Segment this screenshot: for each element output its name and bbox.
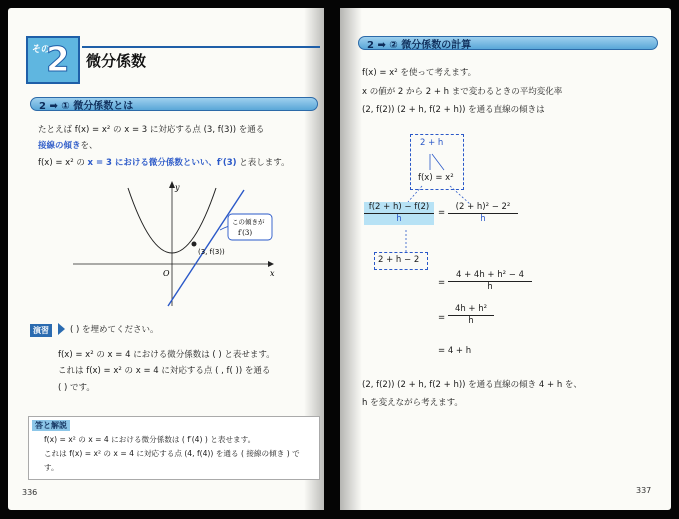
exercise-line-2: これは f(x) = x² の x = 4 に対応する点 ( , f( )) を通る: [58, 366, 271, 376]
x-axis-label: x: [270, 269, 275, 278]
point-label: (3, f(3)): [198, 248, 225, 256]
intro-line-1: f(x) = x² を使って考えます。: [362, 68, 477, 78]
paragraph-suffix: を、: [80, 141, 98, 151]
section-label: 2 ➡ ② 微分係数の計算: [367, 40, 472, 51]
equals-sign: =: [438, 313, 446, 323]
exercise-line-3: ( ) です。: [58, 383, 95, 393]
paragraph-line-1: たとえば f(x) = x² の x = 3 に対応する点 (3, f(3)) を通る: [38, 125, 265, 135]
fraction-denominator: h: [480, 214, 486, 224]
conclusion-line-2: h を変えながら考えます。: [362, 398, 463, 408]
section-header-2: [358, 36, 658, 50]
simplified-fraction: [448, 270, 532, 293]
fraction-denominator: h: [487, 282, 493, 292]
callout-text-1: この傾きが: [232, 218, 265, 226]
fraction-numerator: 4 + 4h + h² − 4: [448, 270, 532, 282]
expanded-fraction: [448, 202, 518, 225]
exercise-line-1: f(x) = x² の x = 4 における微分係数は ( ) と表せます。: [58, 350, 275, 360]
exercise-intro: ( ) を埋めてください。: [70, 325, 159, 335]
chapter-title: 微分係数: [86, 52, 147, 70]
exercise-tag: 演習: [30, 324, 52, 337]
page-number-left: 336: [22, 488, 38, 497]
equals-sign: =: [438, 278, 446, 288]
exercise-arrow-icon: [58, 323, 65, 335]
section-header-1: [30, 97, 318, 111]
result-expression: = 4 + h: [438, 346, 472, 356]
answer-line-2: これは f(x) = x² の x = 4 に対応する点 (4, f(4)) を通る ( 接線の傾き ) で: [44, 449, 300, 458]
x-axis-arrow: [268, 261, 274, 267]
box-top-expression: 2 + h: [420, 138, 444, 148]
bottom-box-expression: 2 + h − 2: [378, 255, 420, 265]
page-number-right: 337: [636, 486, 652, 495]
fraction-numerator: (2 + h)² − 2²: [448, 202, 518, 214]
chapter-number: 2: [46, 40, 70, 80]
callout-text-2: f′(3): [238, 229, 253, 237]
intro-line-3: (2, f(2)) (2 + h, f(2 + h)) を通る直線の傾きは: [362, 105, 545, 115]
fraction-numerator: 4h + h²: [448, 304, 494, 316]
definition-term: x = 3 における微分係数といい、f′(3): [87, 158, 237, 168]
fraction-numerator: f(2 + h) − f(2): [364, 202, 434, 214]
definition-suffix: と表します。: [239, 158, 290, 168]
conclusion-line-1: (2, f(2)) (2 + h, f(2 + h)) を通る直線の傾き 4 + h を、: [362, 380, 582, 390]
section-label: 2 ➡ ① 微分係数とは: [39, 101, 134, 112]
answer-line-3: す。: [44, 463, 59, 472]
difference-quotient: [364, 202, 434, 225]
right-page: [340, 8, 671, 510]
paragraph-line-2: [38, 141, 98, 152]
paragraph-line-3: [38, 158, 290, 169]
reduced-fraction: [448, 304, 494, 327]
fraction-denominator: h: [396, 214, 402, 224]
definition-prefix: f(x) = x² の: [38, 158, 85, 168]
fraction-denominator: h: [468, 316, 474, 326]
tangent-graph: [68, 178, 278, 308]
intro-line-2: x の値が 2 から 2 + h まで変わるときの平均変化率: [362, 87, 563, 97]
origin-label: O: [163, 269, 170, 278]
tangent-point: [192, 242, 197, 247]
y-axis-label: y: [175, 183, 180, 192]
equals-sign: =: [438, 208, 446, 218]
chapter-number-badge: [26, 36, 80, 84]
chapter-prefix: その: [32, 45, 51, 55]
arrow-line: [408, 186, 422, 202]
gutter-shadow: [340, 8, 362, 510]
tangent-slope-term: 接線の傾き: [38, 141, 81, 151]
answer-tag: 答と解説: [32, 420, 70, 431]
header-rule: [82, 46, 320, 48]
answer-line-1: f(x) = x² の x = 4 における微分係数は ( f′(4) ) と表せます。: [44, 435, 256, 444]
box-function: f(x) = x²: [418, 173, 454, 183]
arrow-line: [432, 154, 444, 170]
left-page: [8, 8, 324, 510]
